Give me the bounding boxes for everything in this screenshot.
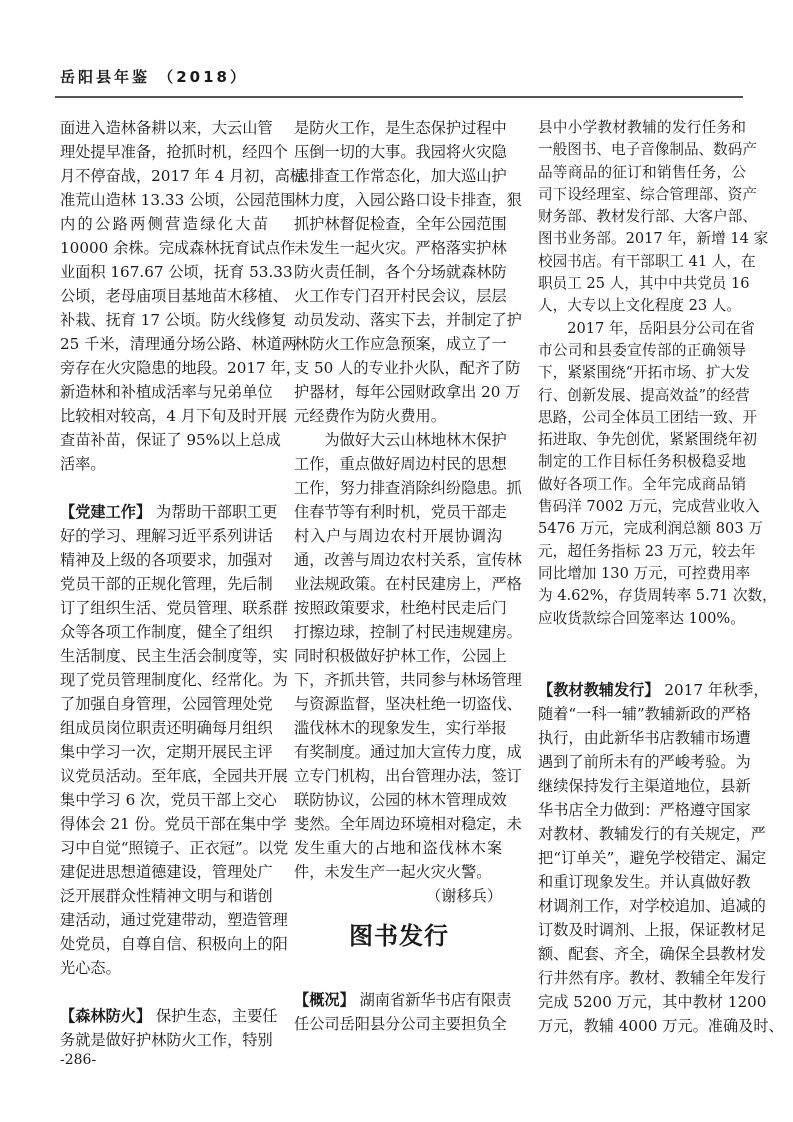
paragraph: [294, 116, 522, 428]
text-line: 新造林和补植成活率与兄弟单位: [60, 383, 273, 401]
text-line: 旁存在火灾隐患的地段。2017 年，: [60, 359, 301, 377]
text-line: 品等商品的征订和销售任务，公: [538, 163, 746, 181]
text-line: 为做好大云山林地林木保护: [324, 431, 507, 449]
section-label: 【概况】: [294, 991, 355, 1009]
page-number: -286-: [60, 1052, 97, 1068]
text-line: 对教材、教辅发行的有关规定，严: [538, 825, 766, 843]
text-line: 华书店全力做到：严格遵守国家: [538, 801, 751, 819]
text-line: 工作，重点做好周边村民的思想: [294, 455, 507, 473]
text-line: 财务部、教材发行部、大客户部、: [538, 208, 757, 226]
text-line: 精神及上级的各项要求，加强对: [60, 551, 273, 569]
text-line: 工作，努力排查消除纠纷隐患。抓: [294, 479, 522, 497]
text-line: 售码洋 7002 万元，完成营业收入: [538, 498, 760, 516]
text-line: 党员干部的正规化管理，先后制: [60, 575, 273, 593]
text-line: 面进入造林备耕以来，大云山管: [60, 119, 273, 137]
text-line: 活率。: [60, 455, 106, 473]
text-line: 得体会 21 份。党员干部在集中学: [60, 815, 287, 833]
text-line: 生活制度、民主生活会制度等，实: [60, 647, 288, 665]
text-line: 与资源监督，坚决杜绝一切盗伐、: [294, 695, 522, 713]
text-line: 准荒山造林 13.33 公顷，公园范围: [60, 191, 296, 209]
text-line: 有奖制度。通过加大宣传力度，成: [294, 743, 522, 761]
text-line: 建促进思想道德建设，管理处广: [60, 863, 273, 881]
text-line: 元，超任务指标 23 万元，较去年: [538, 542, 756, 560]
text-line: 职员工 25 人，其中中共党员 16: [538, 275, 750, 293]
text-line: 校园书店。有干部职工 41 人，在: [538, 252, 756, 270]
column-3: [538, 117, 777, 630]
section-title: 图书发行: [349, 921, 449, 950]
section-first-line: 【教材教辅发行】 2017 年秋季，: [538, 681, 769, 699]
text-line: 随着“一科一辅”教辅新政的严格: [538, 705, 751, 723]
text-line: 立专门机构，出台管理办法，签订: [294, 767, 522, 785]
text-line: 患排查工作常态化，加大巡山护: [294, 167, 507, 185]
section-label: 【教材教辅发行】: [538, 681, 660, 699]
text-line: 议党员活动。至年底，全园共开展: [60, 767, 288, 785]
text-line: 了加强自身管理，公园管理处党: [60, 695, 273, 713]
text-line: 完成 5200 万元，其中教材 1200: [538, 993, 767, 1011]
text-line: 习中自觉“照镜子、正衣冠”。以党: [60, 839, 289, 857]
column-1: [60, 116, 306, 476]
text-line: 泛开展群众性精神文明与和谐创: [60, 887, 273, 905]
text-line: 火工作专门召开村民会议，层层: [294, 287, 507, 305]
text-line: 按照政策要求，杜绝村民走后门: [294, 599, 507, 617]
text-line: 现了党员管理制度化、经常化。为: [60, 671, 288, 689]
column-2-overview: [294, 988, 512, 1036]
text-line: 做好各项工作。全年完成商品销: [538, 475, 746, 493]
text-line: 5476 万元，完成利润总额 803 万: [538, 520, 763, 538]
text-line: 材调剂工作，对学校追加、追减的: [538, 897, 766, 915]
text-line: 人，大专以上文化程度 23 人。: [538, 297, 741, 315]
text-line: 和重订现象发生。并认真做好教: [538, 873, 751, 891]
text-line: 建活动，通过党建带动，塑造管理: [60, 911, 288, 929]
section-first-line: 【概况】 湖南省新华书店有限责: [294, 991, 512, 1009]
text-line: 比较相对较高，4 月下旬及时开展: [60, 407, 288, 425]
paragraph: [294, 1012, 507, 1036]
text-line: 林防火工作应急预案，成立了一: [294, 335, 507, 353]
text-line: 同比增加 130 万元，可控费用率: [538, 564, 751, 582]
text-line: 理处提早准备，抢抓时机，经四个: [60, 143, 288, 161]
text-line: 下，紧紧围绕“开拓市场、扩大发: [538, 364, 750, 382]
paragraph: [60, 1028, 273, 1052]
section-first-line: 【森林防火】 保护生态，主要任: [60, 1007, 278, 1025]
text-line: 市公司和县委宣传部的正确领导: [538, 341, 746, 359]
text-line: 同时积极做好护林工作，公园上: [294, 647, 507, 665]
text-line: 处党员，自尊自信、积极向上的阳: [60, 935, 288, 953]
text-line: 未发生一起火灾。严格落实护林: [294, 239, 507, 257]
text-line: 集中学习一次，定期开展民主评: [60, 743, 273, 761]
text-line: 县中小学教材教辅的发行任务和: [538, 119, 746, 136]
paragraph: [60, 116, 306, 476]
text-line: 务就是做好护林防火工作，特别: [60, 1031, 273, 1049]
column-3-textbooks: [538, 678, 784, 1038]
text-line: 抓护林督促检查，全年公园范围: [294, 215, 507, 233]
text-line: 公顷，老母庙项目基地苗木移植、: [60, 287, 288, 305]
text-line: 压倒一切的大事。我园将火灾隐: [294, 143, 507, 161]
text-line: 支 50 人的专业扑火队，配齐了防: [294, 359, 521, 377]
text-line: 件，未发生产一起火灾火警。: [294, 863, 492, 881]
section-label: 【森林防火】: [60, 1007, 152, 1025]
text-line: 查苗补苗，保证了 95%以上总成: [60, 431, 281, 449]
section-label: 【党建工作】: [60, 503, 152, 521]
text-line: 防火责任制，各个分场就森林防: [294, 263, 507, 281]
text-line: 行、创新发展、提高效益”的经营: [538, 386, 750, 404]
text-line: 行井然有序。教材、教辅全年发行: [538, 969, 766, 987]
text-line: 订数及时调剂、上报，保证教材足: [538, 921, 766, 939]
text-line: 打擦边球，控制了村民违规建房。: [294, 623, 522, 641]
text-line: 村入户与周边农村开展协调沟: [294, 527, 502, 545]
text-line: 好的学习、理解习近平系列讲话: [60, 527, 273, 545]
column-2: [294, 116, 522, 908]
text-line: 拓进取、争先创优，紧紧围绕年初: [538, 431, 757, 449]
text-line: 额、配套、齐全，确保全县教材发: [538, 945, 766, 963]
text-line: 图书业务部。2017 年，新增 14 家: [538, 230, 769, 248]
text-line: 25 千米，清理通分场公路、林道两: [60, 335, 297, 353]
text-line: 月不停奋战，2017 年 4 月初，高标: [60, 167, 306, 185]
author: （谢移兵）: [426, 887, 502, 905]
text-line: 发生重大的占地和盗伐林木案: [294, 839, 502, 857]
text-line: 继续保持发行主渠道地位，县新: [538, 777, 751, 795]
text-line: 动员发动、落实下去，并制定了护: [294, 311, 522, 329]
text-line: 内的公路两侧营造绿化大苗: [60, 215, 268, 233]
text-line: 林力度，入园公路口设卡排查，狠: [294, 191, 522, 209]
paragraph: [538, 318, 777, 630]
text-line: 斐然。全年周边环境相对稳定，未: [294, 815, 522, 833]
header-rule: [55, 96, 743, 98]
text-line: 遇到了前所未有的严峻考验。为: [538, 753, 751, 771]
text-line: 一般图书、电子音像制品、数码产: [538, 141, 757, 159]
column-1-fire: [60, 1004, 278, 1052]
text-line: 制定的工作目标任务积极稳妥地: [538, 453, 746, 471]
text-line: 2017 年，岳阳县分公司在省: [567, 319, 755, 337]
paragraph: [294, 428, 522, 884]
text-line: 组成员岗位职责还明确每月组织: [60, 719, 273, 737]
text-line: 为 4.62%，存货周转率 5.71 次数，: [538, 587, 777, 605]
text-line: 通，改善与周边农村关系，宣传林: [294, 551, 522, 569]
text-line: 业法规政策。在村民建房上，严格: [294, 575, 522, 593]
text-line: 订了组织生活、党员管理、联系群: [60, 599, 288, 617]
text-line: 下，齐抓共管，共同参与林场管理: [294, 671, 522, 689]
text-line: 护器材，每年公园财政拿出 20 万: [294, 383, 521, 401]
text-line: 应收货款综合回笼率达 100%。: [538, 609, 745, 627]
text-line: 司下设经理室、综合管理部、资产: [538, 185, 757, 203]
paragraph: [538, 702, 784, 1038]
text-line: 众等各项工作制度，健全了组织: [60, 623, 273, 641]
text-line: 元经费作为防火费用。: [294, 407, 446, 425]
text-line: 滥伐林木的现象发生，实行举报: [294, 719, 507, 737]
text-line: 住春节等有利时机，党员干部走: [294, 503, 507, 521]
text-line: 任公司岳阳县分公司主要担负全: [294, 1015, 507, 1033]
section-first-line: 【党建工作】 为帮助干部职工更: [60, 503, 278, 521]
text-line: 补栽、抚育 17 公顷。防火线修复: [60, 311, 287, 329]
text-line: 集中学习 6 次，党员干部上交心: [60, 791, 277, 809]
column-1-party: [60, 500, 289, 980]
paragraph: [60, 524, 289, 980]
running-header: 岳阳县年鉴 （2018）: [60, 68, 248, 86]
text-line: 联防协议，公园的林木管理成效: [294, 791, 507, 809]
text-line: 是防火工作，是生态保护过程中: [294, 119, 507, 137]
text-line: 思路，公司全体员工团结一致、开: [538, 408, 757, 426]
text-line: 万元，教辅 4000 万元。准确及时、: [538, 1017, 784, 1035]
text-line: 执行，由此新华书店教辅市场遭: [538, 729, 751, 747]
text-line: 10000 余株。完成森林抚育试点作: [60, 239, 296, 257]
text-line: 把“订单关”，避免学校错定、漏定: [538, 849, 767, 867]
paragraph: [538, 117, 769, 318]
text-line: 光心态。: [60, 959, 121, 977]
text-line: 业面积 167.67 公顷，抚育 53.33: [60, 263, 293, 281]
